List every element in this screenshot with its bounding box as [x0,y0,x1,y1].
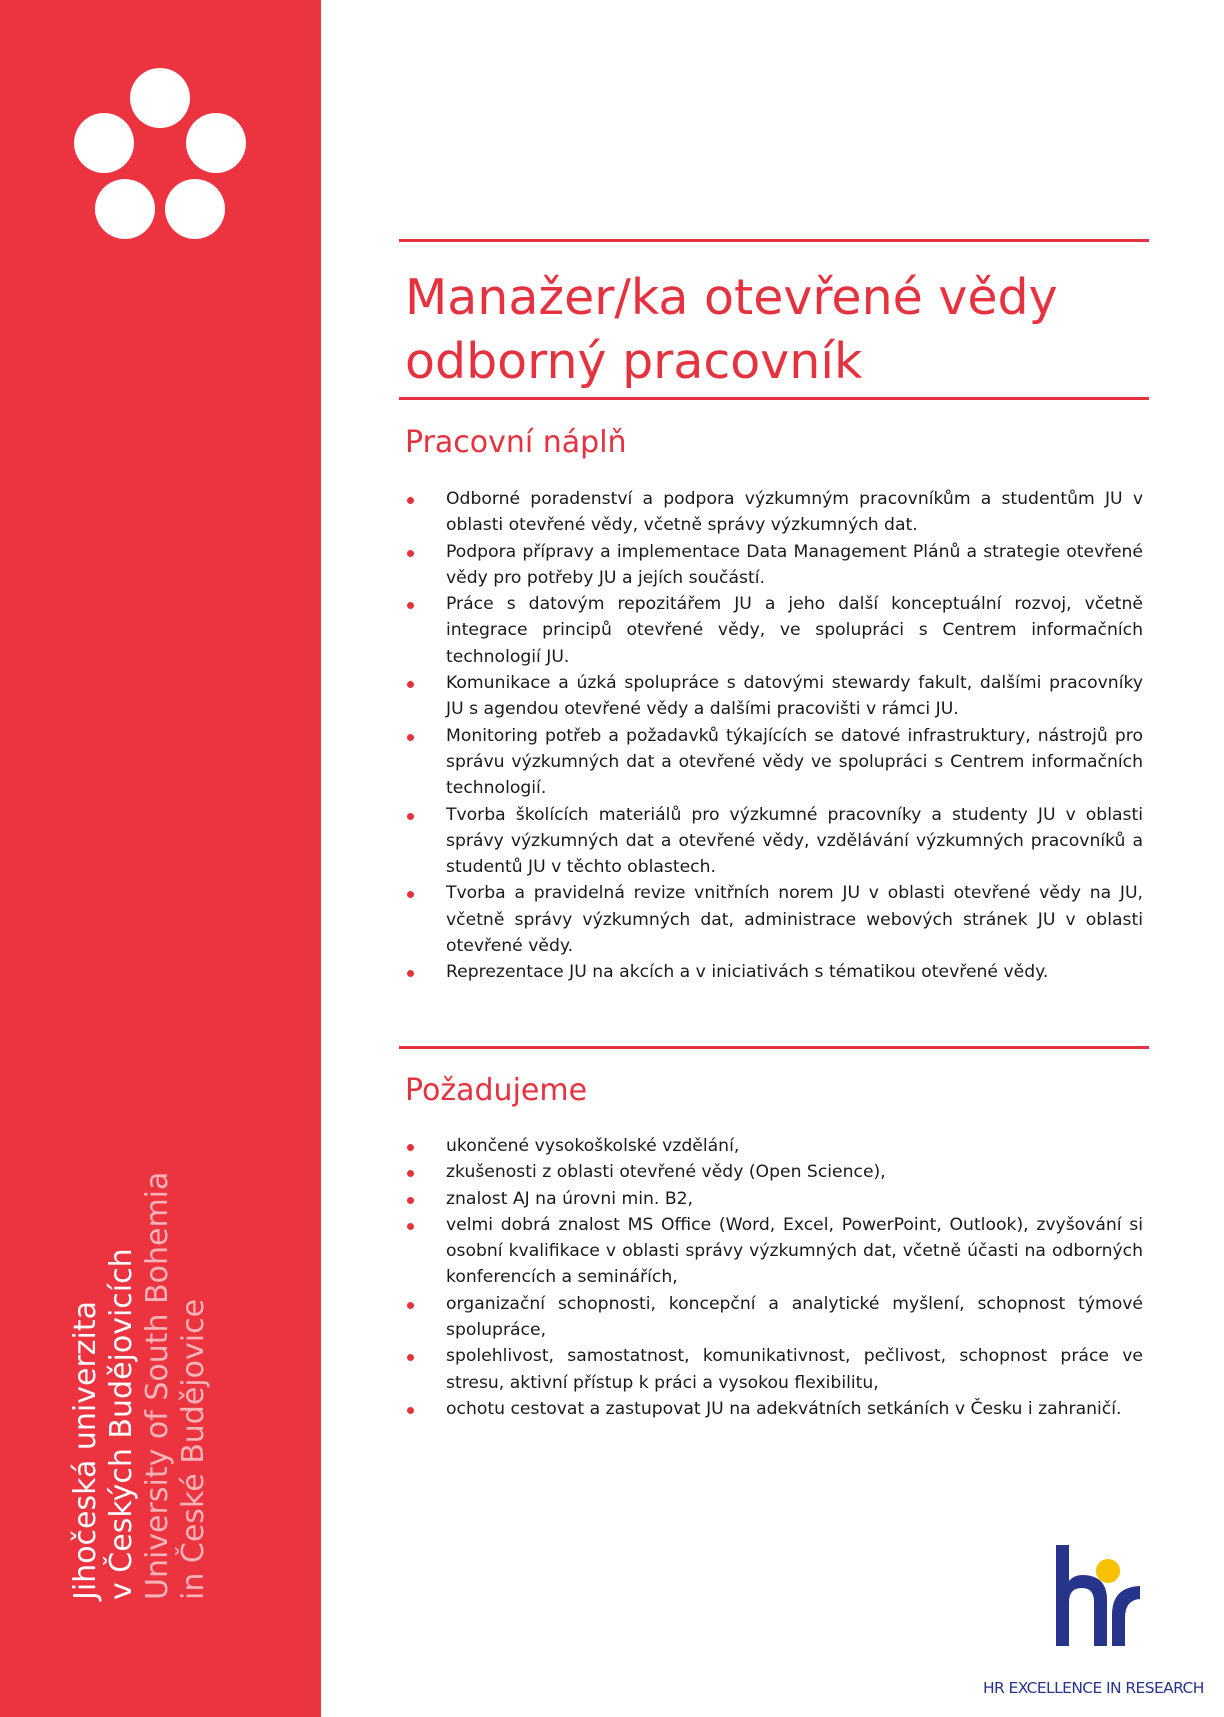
page-title-line2: odborný pracovník [405,333,863,390]
requirements-list [405,1133,1143,1422]
list-item: Komunikace a úzká spolupráce s datovými stewardy fakult, dalšími pracovníky JU s agendou otevřené vědy a dalšími pracovišti v rámci JU. [405,670,1143,723]
divider-requirements [399,1046,1149,1049]
list-item: ukončené vysokoškolské vzdělání, [405,1133,1143,1159]
list-item: znalost AJ na úrovni min. B2, [405,1186,1143,1212]
requirements-heading: Požadujeme [405,1073,588,1108]
list-item: Tvorba a pravidelná revize vnitřních norem JU v oblasti otevřené vědy na JU, včetně správy výzkumných dat, administrace webových stránek JU v oblasti otevřené vědy. [405,880,1143,959]
list-item: Práce s datovým repozitářem JU a jeho další konceptuální rozvoj, včetně integrace principů otevřené vědy, ve spolupráci s Centrem informačních technologií JU. [405,591,1143,670]
list-item: Monitoring potřeb a požadavků týkajících se datové infrastruktury, nástrojů pro správu výzkumných dat a otevřené vědy ve spolupráci s Centrem informačních technologií. [405,723,1143,802]
page-title-line1: Manažer/ka otevřené vědy [405,269,1058,326]
list-item: Tvorba školících materiálů pro výzkumné pracovníky a studenty JU v oblasti správy výzkumných dat a otevřené vědy, vzdělávání výzkumných pracovníků a studentů JU v těchto oblastech. [405,802,1143,881]
list-item: Podpora přípravy a implementace Data Management Plánů a strategie otevřené vědy pro potřeby JU a jejích součástí. [405,539,1143,592]
duties-heading: Pracovní náplň [405,425,627,460]
hr-excellence-logo-icon [980,1540,1204,1675]
duties-list [405,486,1143,986]
list-item: Odborné poradenství a podpora výzkumným pracovníkům a studentům JU v oblasti otevřené vědy, včetně správy výzkumných dat. [405,486,1143,539]
list-item: ochotu cestovat a zastupovat JU na adekvátních setkáních v Česku i zahraničí. [405,1396,1143,1422]
divider-title [399,397,1149,400]
list-item: spolehlivost, samostatnost, komunikativnost, pečlivost, schopnost práce ve stresu, aktivní přístup k práci a vysokou flexibilitu, [405,1343,1143,1396]
university-name-en-line1: University of South Bohemia [140,1171,175,1600]
university-name-cz-line1: Jihočeská univerzita [68,1300,103,1600]
list-item: Reprezentace JU na akcích a v iniciativách s tématikou otevřené vědy. [405,959,1143,985]
list-item: organizační schopnosti, koncepční a analytické myšlení, schopnost týmové spolupráce, [405,1291,1143,1344]
university-name-cz-line2: v Českých Budějovicích [104,1248,139,1600]
list-item: zkušenosti z oblasti otevřené vědy (Open Science), [405,1159,1143,1185]
five-circles-logo-icon [70,68,250,243]
list-item: velmi dobrá znalost MS Office (Word, Excel, PowerPoint, Outlook), zvyšování si osobní kvalifikace v oblasti správy výzkumných dat, včetně účasti na odborných konferencích a seminářích, [405,1212,1143,1291]
divider-top [399,239,1149,242]
university-name [68,1172,212,1600]
hr-excellence-logo [980,1540,1204,1705]
sidebar [0,0,321,1717]
hr-excellence-text: HR EXCELLENCE IN RESEARCH [983,1679,1204,1697]
page-title [405,266,1145,394]
university-name-en-line2: in České Budějovice [176,1298,211,1600]
